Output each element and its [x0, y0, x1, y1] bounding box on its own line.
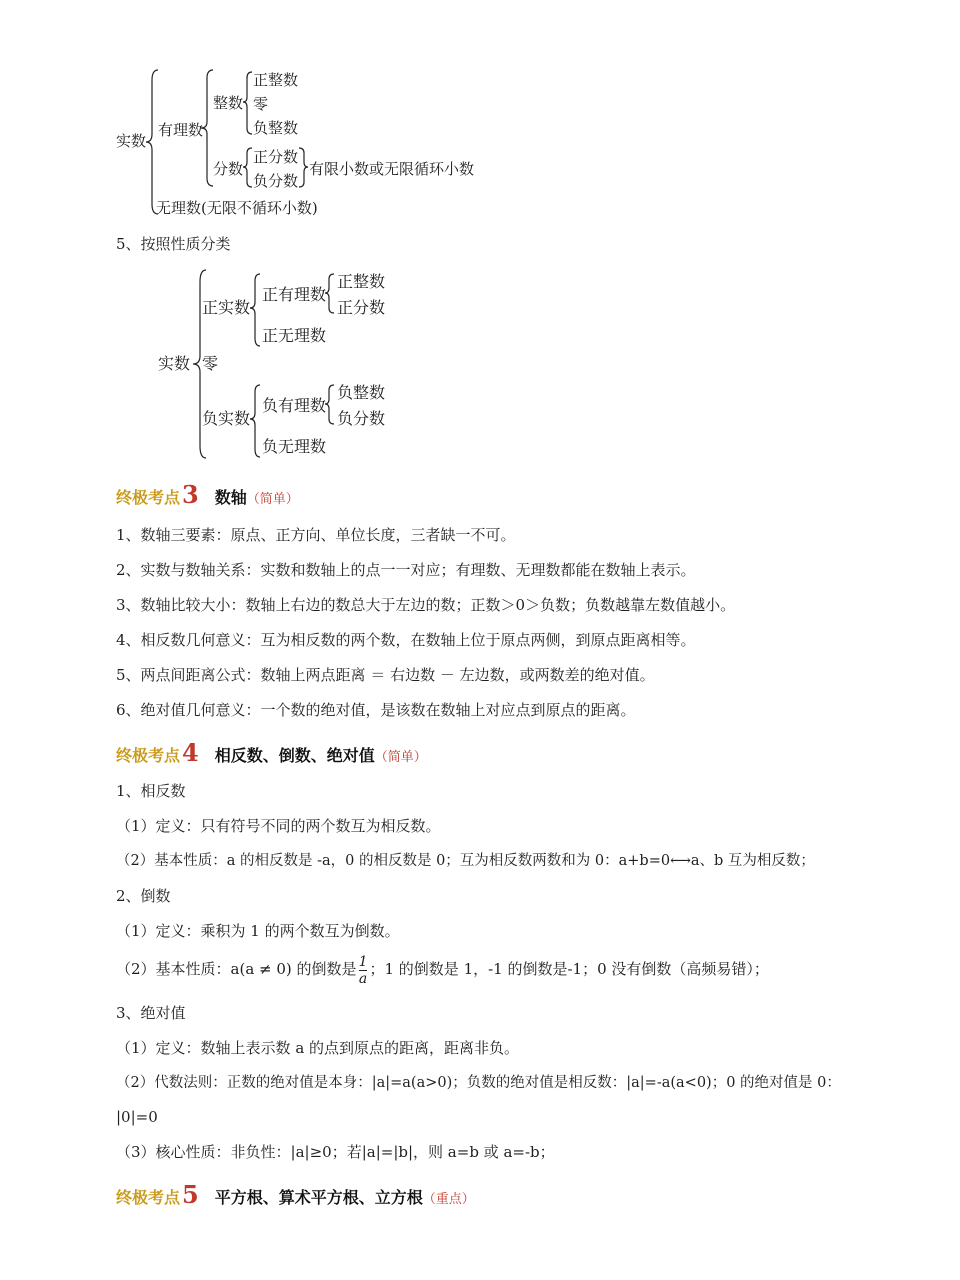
- reciprocal-property: [116, 951, 769, 987]
- header-label: 终极考点: [116, 488, 181, 507]
- absolute-title: 3、绝对值: [116, 1004, 186, 1022]
- section-header-3: [116, 479, 299, 516]
- section-header-5: [116, 1179, 475, 1216]
- tree2-neg-irrational: 负无理数: [262, 437, 327, 456]
- absolute-rule: （2）代数法则：正数的绝对值是本身：|a|=a(a>0)；负数的绝对值是相反数：|a|=-a(a<0)；0 的绝对值是 0：: [116, 1075, 841, 1091]
- opposite-definition: （1）定义：只有符号不同的两个数互为相反数。: [116, 817, 441, 835]
- reciprocal-property-prefix: （2）基本性质：a(a ≠ 0) 的倒数是: [116, 960, 357, 978]
- tree2-pos-int: 正整数: [337, 272, 386, 291]
- tree2-root: 实数: [158, 354, 191, 373]
- header-label: 终极考点: [116, 746, 181, 765]
- header-title: 平方根、算术平方根、立方根: [214, 1188, 423, 1207]
- tree2-pos-rational: 正有理数: [262, 285, 327, 304]
- fraction-denominator: a: [358, 970, 368, 987]
- list-item: 4、相反数几何意义：互为相反数的两个数，在数轴上位于原点两侧，到原点距离相等。: [116, 631, 696, 649]
- tree1-irrational: 无理数(无限不循环小数): [156, 199, 318, 217]
- tree1-fraction: 分数: [213, 160, 244, 178]
- tree1-root: 实数: [116, 132, 147, 150]
- tree2-neg-frac: 负分数: [337, 409, 386, 428]
- list-item: 5、两点间距离公式：数轴上两点距离 ＝ 右边数 － 左边数，或两数差的绝对值。: [116, 666, 655, 684]
- tree2-pos-frac: 正分数: [337, 298, 386, 317]
- tree1-frac-note: 有限小数或无限循环小数: [309, 160, 475, 178]
- tree1-zero: 零: [253, 95, 269, 113]
- header-number: 4: [182, 738, 199, 767]
- tree1-pos-int: 正整数: [253, 71, 299, 89]
- tree2-pos-irrational: 正无理数: [262, 326, 327, 345]
- tree2-neg-int: 负整数: [337, 383, 386, 402]
- header-level: （简单）: [374, 750, 427, 765]
- section-header-4: [116, 737, 427, 774]
- tree2-pos-rational-brace: [324, 272, 338, 316]
- reciprocal-definition: （1）定义：乘积为 1 的两个数互为倒数。: [116, 922, 400, 940]
- header-label: 终极考点: [116, 1188, 181, 1207]
- header-number: 3: [182, 480, 199, 509]
- tree2-neg-rational: 负有理数: [262, 396, 327, 415]
- absolute-rule-continued: |0|=0: [116, 1108, 158, 1126]
- header-title: 数轴: [214, 488, 247, 507]
- fraction-one-over-a: [359, 954, 368, 987]
- tree2-zero: 零: [202, 354, 219, 373]
- list-item: 3、数轴比较大小：数轴上右边的数总大于左边的数；正数＞0＞负数；负数越靠左数值越小。: [116, 596, 736, 614]
- header-number: 5: [182, 1180, 199, 1209]
- header-level: （重点）: [422, 1192, 475, 1207]
- tree1-integer: 整数: [213, 94, 244, 112]
- list-item: 1、数轴三要素：原点、正方向、单位长度，三者缺一不可。: [116, 526, 516, 544]
- opposite-title: 1、相反数: [116, 782, 186, 800]
- fraction-numerator: 1: [358, 953, 368, 970]
- tree2-pos-real: 正实数: [202, 298, 251, 317]
- tree2-neg-rational-brace: [324, 383, 338, 427]
- tree2-neg-real: 负实数: [202, 409, 251, 428]
- reciprocal-title: 2、倒数: [116, 887, 171, 905]
- tree1-neg-int: 负整数: [253, 119, 299, 137]
- tree1-rational: 有理数: [158, 121, 204, 139]
- list-item: 2、实数与数轴关系：实数和数轴上的点一一对应；有理数、无理数都能在数轴上表示。: [116, 561, 696, 579]
- header-title: 相反数、倒数、绝对值: [214, 746, 375, 765]
- reciprocal-property-suffix: ；1 的倒数是 1，-1 的倒数是-1；0 没有倒数（高频易错）；: [369, 960, 769, 978]
- tree1-pos-frac: 正分数: [253, 148, 299, 166]
- absolute-core-property: （3）核心性质：非负性：|a|≥0；若|a|=|b|，则 a=b 或 a=-b；: [116, 1143, 555, 1161]
- section-5-title: 5、按照性质分类: [116, 235, 231, 253]
- tree1-neg-frac: 负分数: [253, 172, 299, 190]
- list-item: 6、绝对值几何意义：一个数的绝对值，是该数在数轴上对应点到原点的距离。: [116, 701, 636, 719]
- opposite-property: （2）基本性质：a 的相反数是 -a，0 的相反数是 0；互为相反数两数和为 0：a+b=0⟷a、b 互为相反数；: [116, 853, 815, 869]
- absolute-definition: （1）定义：数轴上表示数 a 的点到原点的距离，距离非负。: [116, 1039, 520, 1057]
- header-level: （简单）: [246, 492, 299, 507]
